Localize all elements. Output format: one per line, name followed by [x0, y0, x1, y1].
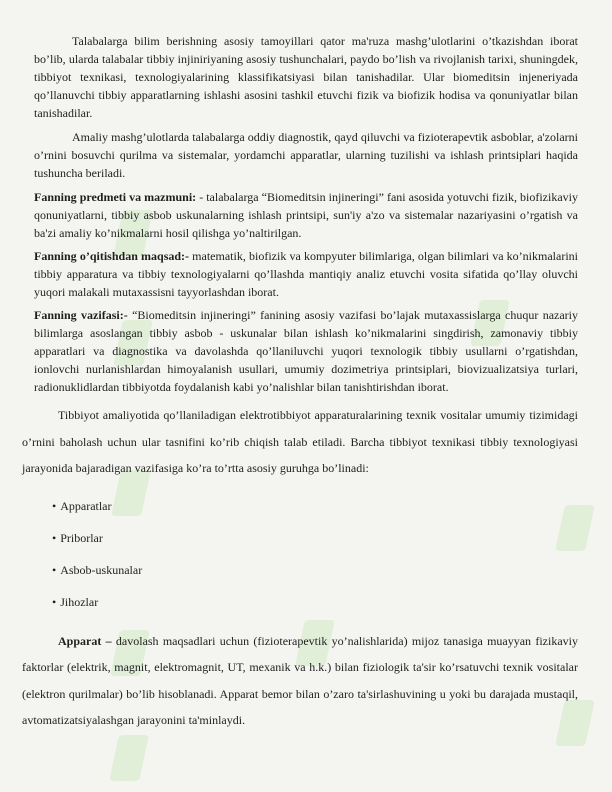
list-item-label: Apparatlar: [60, 498, 112, 513]
bullet-icon: •: [52, 562, 57, 577]
goal-heading: Fanning o’qitishdan maqsad:-: [34, 249, 190, 263]
subject-paragraph: [34, 188, 578, 242]
intro-paragraph-1: Talabalarga bilim berishning asosiy tamoyillari qator ma'ruza mashg’ulotlarini o’tkazishdan iborat bo’lib, ularda talabalar tibbiy injiniriyaning asosiy tushunchalari, paydo bo’lish va rivojlanish tarixi, shuningdek, tibbiyot texnikasi, texnologiyalarining klassifikatsiyasi bilan tanishadilar. Ular biomeditsin injeneriyada qo’llanuvchi tibbiy apparatlarning ishlashi asosini tashkil etuvchi fizik va biofizik hodisa va qonuniyatlar bilan tanishadilar.: [34, 34, 578, 120]
apparat-heading: Apparat –: [58, 633, 112, 648]
apparat-paragraph: [22, 628, 578, 734]
list-item: [34, 522, 578, 554]
tasks-paragraph: [34, 306, 578, 396]
list-item-label: Asbob-uskunalar: [60, 562, 143, 577]
groups-list: [34, 490, 578, 618]
list-item: [34, 586, 578, 618]
subject-heading: Fanning predmeti va mazmuni:: [34, 190, 197, 204]
goal-text: matematik, biofizik va kompyuter bilimlariga, olgan bilimlari va ko’nikmalarini tibbiy apparatura va tibbiy texnologiyalarni qo’llashda mantiqiy analiz etuvchi vosita sifatida qo’llay oluvchi yuqori malakali mutaxassisni tayyorlashdan iborat.: [34, 249, 578, 299]
tasks-heading: Fanning vazifasi:-: [34, 308, 128, 322]
list-item-label: Priborlar: [60, 530, 103, 545]
list-item: [34, 554, 578, 586]
bullet-icon: •: [52, 530, 57, 545]
intro-paragraph-2: Amaliy mashg’ulotlarda talabalarga oddiy diagnostik, qayd qiluvchi va fizioterapevtik asboblar, a'zolarni o’rnini bosuvchi qurilma va sistemalar, yordamchi apparatlar, ularning tuzilishi va ishlash printsiplari haqida tushuncha beriladi.: [34, 130, 578, 180]
list-item: [34, 490, 578, 522]
goal-paragraph: [34, 247, 578, 301]
tasks-text: “Biomeditsin injineringi” fanining asosiy vazifasi bo’lajak mutaxassislarga chuqur nazariy bilimlarga asoslangan tibbiy asbob - uskunalar bilan ishlash ko’nikmalarini singdirish, zamonaviy tibbiy apparatlari va diagnostika va davolashda qo’llaniluvchi yuqori texnologik tibbiy usullarni o’rgatishdan, ionlovchi nurlanishlardan himoyalanish usullari, umumiy dozimetriya printsiplari, biovizualizatsiya turlari, radionuklidlardan tibbiyotda foydalanish kabi yo’nalishlar bilan tanishtirishdan iborat.: [34, 308, 579, 394]
means-paragraph: Tibbiyot amaliyotida qo’llaniladigan elektrotibbiyot apparaturalarining texnik vositalar umumiy tizimidagi o’rnini baholash uchun ular tasnifini ko’rib chiqish talab etiladi. Barcha tibbiyot texnikasi tibbiy texnologiyasi jarayonida bajaradigan vazifasiga ko’ra to’rtta asosiy guruhga bo’linadi:: [22, 408, 578, 475]
subject-text: - talabalarga “Biomeditsin injineringi” fani asosida yotuvchi fizik, biofizikaviy qonuniyatlarni, tibbiy asbob uskunalarning ishlash printsipi, sun'iy a'zo va sistemalar nazariyasini o’rgatish va ba'zi amaliy ko’nikmalarni hosil qilishga yo’naltirilgan.: [34, 190, 578, 240]
bullet-icon: •: [52, 594, 57, 609]
bullet-icon: •: [52, 498, 57, 513]
list-item-label: Jihozlar: [60, 594, 99, 609]
apparat-text: davolash maqsadlari uchun (fizioterapevtik yo’nalishlarida) mijoz tanasiga muayyan fizikaviy faktorlar (elektrik, magnit, elektromagnit, UT, mexanik va h.k.) bilan fiziologik ta'sir ko’rsatuvchi texnik vositalar (elektron qurilmalar) bo’lib hisoblanadi. Apparat bemor bilan o’zaro ta'sirlashuvining u yoki bu darajada mustaqil, avtomatizatsiyalashgan jarayonini ta'minlaydi.: [22, 633, 578, 727]
document-body: [22, 32, 579, 734]
